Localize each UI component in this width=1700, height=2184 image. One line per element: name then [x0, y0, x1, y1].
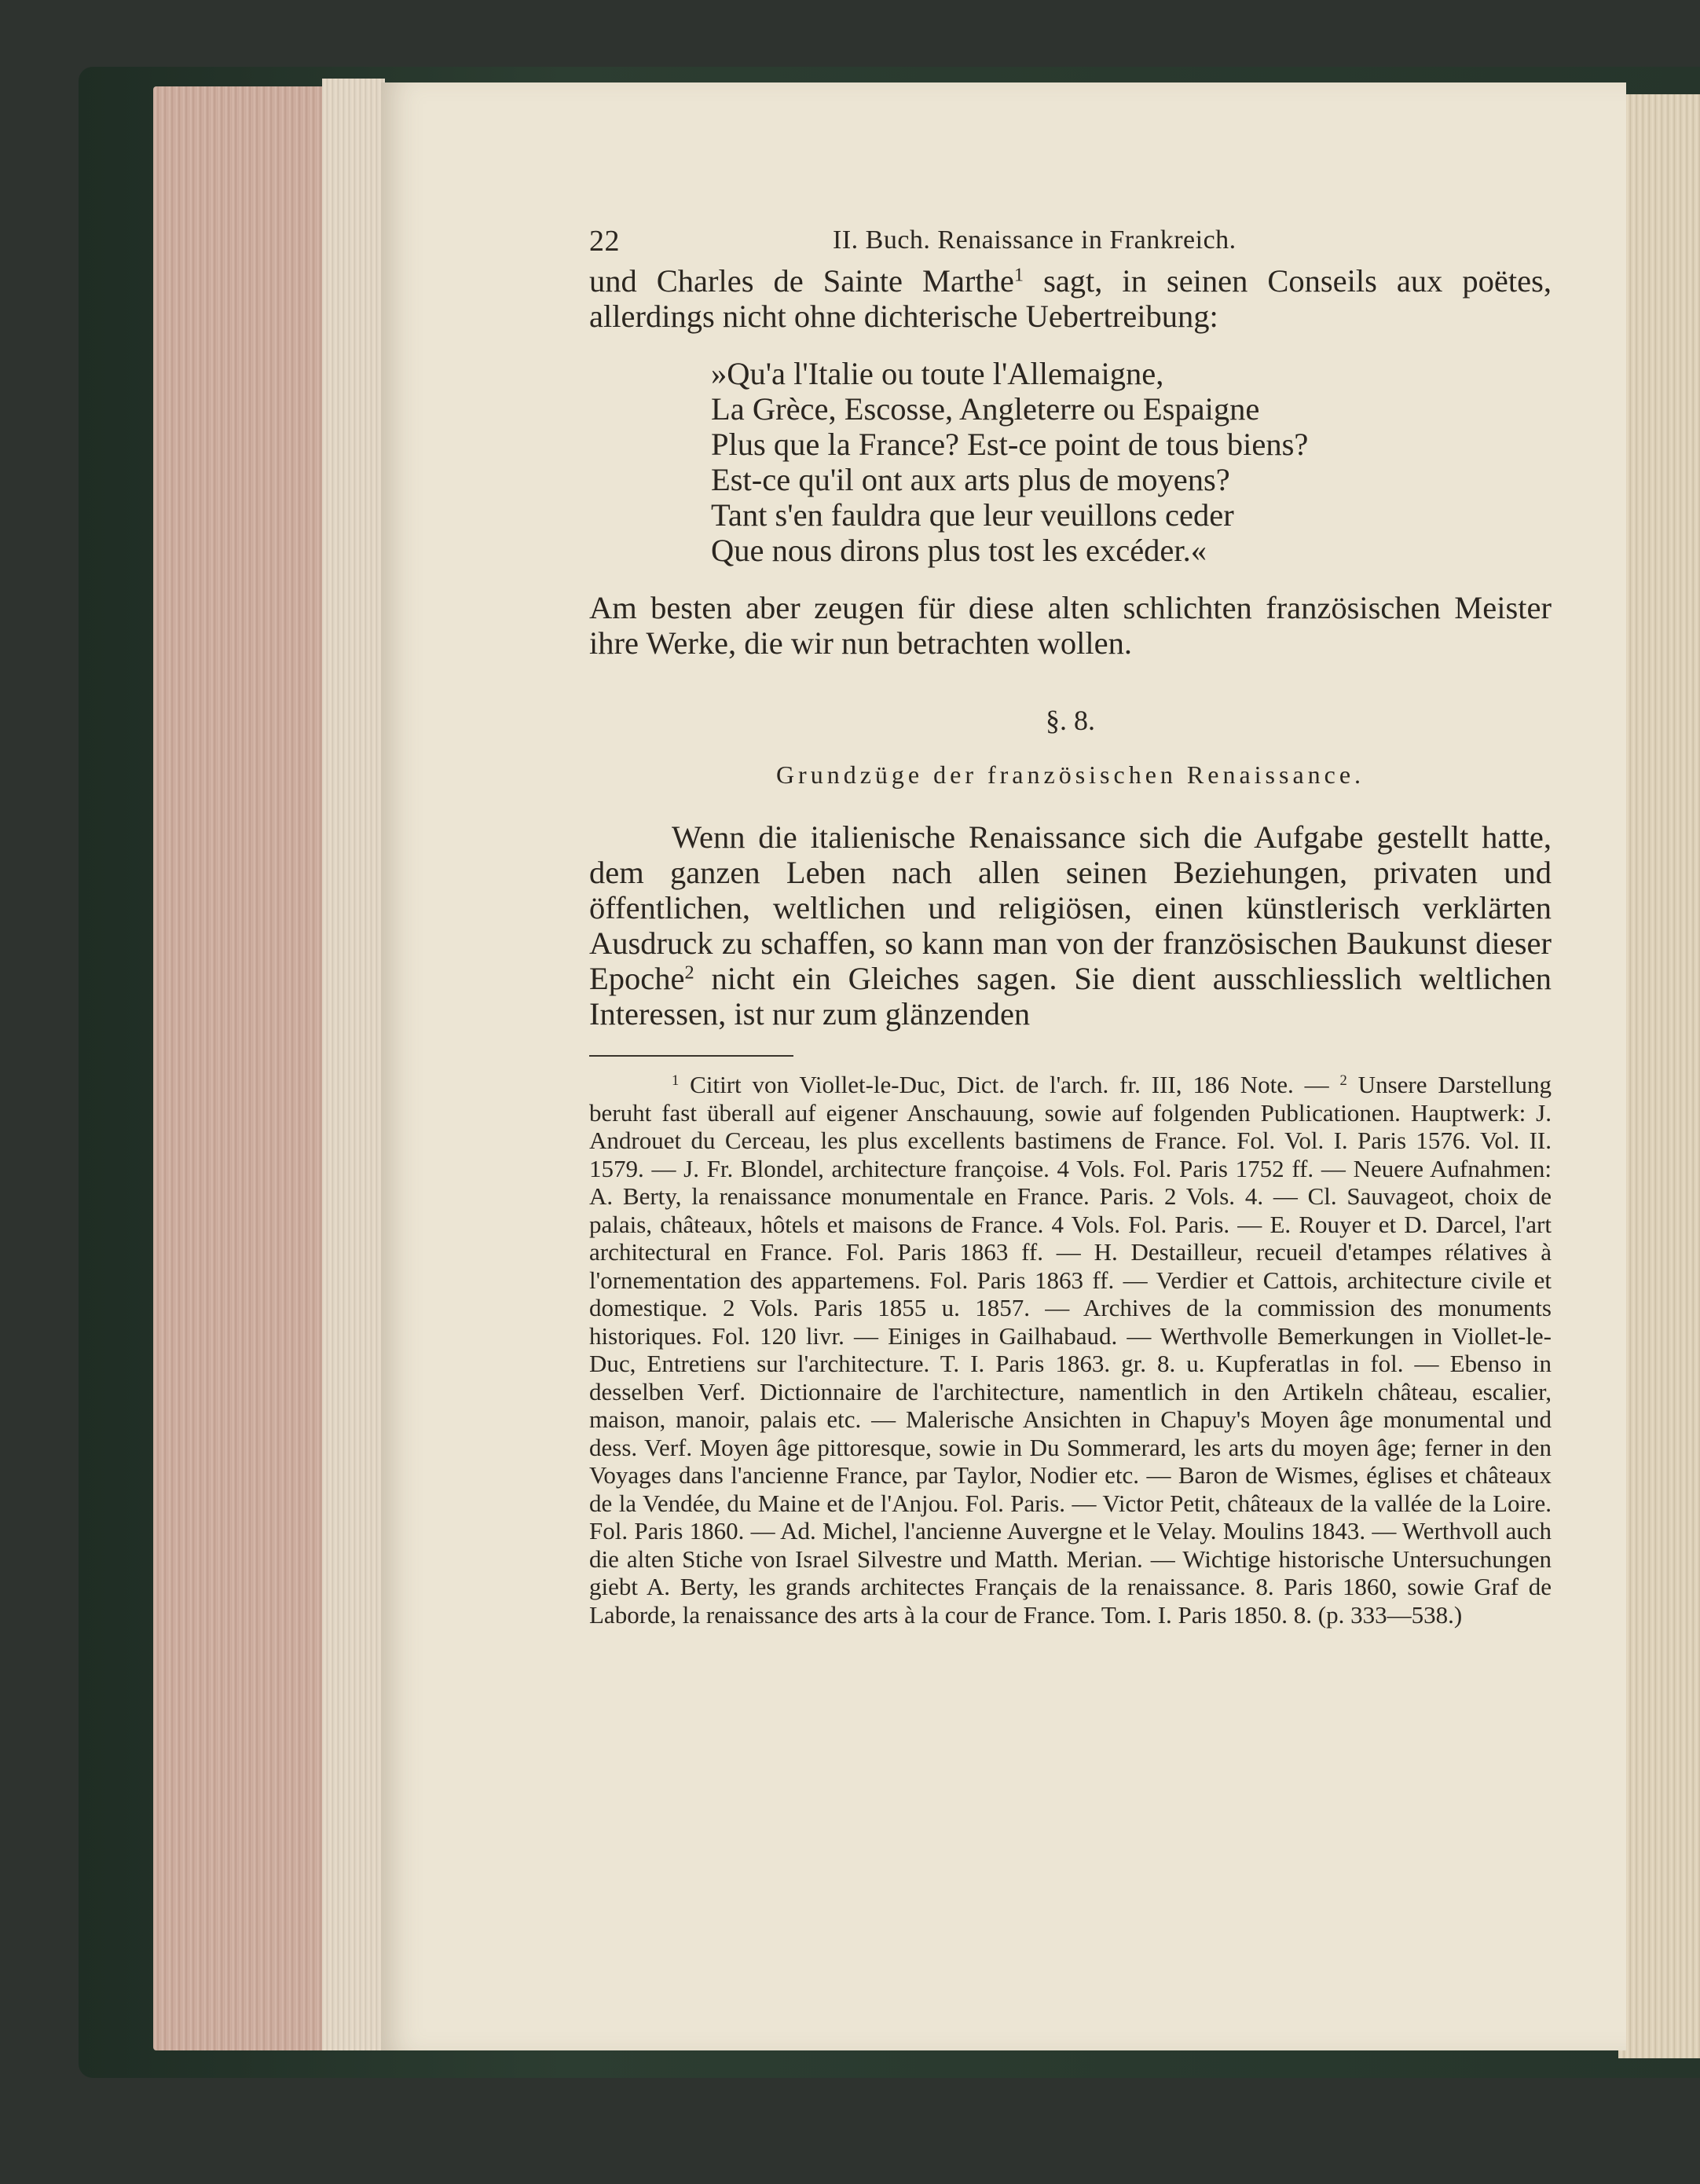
footnote-1-text: Citirt von Viollet-le-Duc, Dict. de l'arch. fr. III, 186 Note. —: [679, 1071, 1340, 1098]
main-paragraph: [589, 819, 1552, 1032]
poem-line: Plus que la France? Est-ce point de tous biens?: [711, 427, 1309, 462]
footnote-mark-2: 2: [1339, 1072, 1347, 1089]
running-head: [589, 224, 1552, 263]
page-content: [589, 224, 1552, 1629]
poem-quote: [711, 356, 1552, 568]
intro-paragraph: [589, 263, 1552, 334]
main-text-a: Wenn die italienische Renaissance sich die Aufgabe gestellt hatte, dem ganzen Leben nach allen seinen Beziehungen, privaten und öffentlichen, weltlichen und religiösen, einen künstlerisch verklärten Ausdruck zu schaffen, so kann man von der französischen Baukunst dieser Epoche: [589, 819, 1552, 996]
footnote-2-text: Unsere Darstellung beruht fast überall auf eigener Anschauung, sowie auf folgenden Publicationen. Hauptwerk: J. Androuet du Cerceau, les plus excellents bastimens de France. Fol. Vol. I. Paris 1576. Vol. II. 1579. — J. Fr. Blondel, architecture françoise. 4 Vols. Fol. Paris 1752 ff. — Neuere Aufnahmen: A. Berty, la renaissance monumentale en France. Paris. 2 Vols. 4. — Cl. Sauvageot, choix de palais, châteaux, hôtels et maisons de France. 4 Vols. Fol. Paris. — E. Rouyer et D. Darcel, l'art architectural en France. Fol. Paris 1863 ff. — H. Destailleur, recueil d'etampes rélatives à l'ornementation des appartemens. Fol. Paris 1863 ff. — Verdier et Cattois, architecture civile et domestique. 2 Vols. Paris 1855 u. 1857. — Archives de la commission des monuments historiques. Fol. 120 livr. — Einiges in Gailhabaud. — Werthvolle Bemerkungen in Viollet-le-Duc, Entretiens sur l'architecture. T. I. Paris 1863. gr. 8. u. Kupferatlas in fol. — Ebenso in desselben Verf. Dictionnaire de l'architecture, namentlich in den Artikeln château, escalier, maison, manoir, palais etc. — Malerische Ansichten in Chapuy's Moyen âge monumental und dess. Verf. Moyen âge pittoresque, sowie in Du Sommerard, les arts du moyen âge; ferner in den Voyages dans l'ancienne France, par Taylor, Nodier etc. — Baron de Wismes, églises et châteaux de la Vendée, du Maine et de l'Anjou. Fol. Paris. — Victor Petit, châteaux de la vallée de la Loire. Fol. Paris 1860. — Ad. Michel, l'ancienne Auvergne et le Velay. Moulins 1843. — Werthvoll auch die alten Stiche von Israel Silvestre und Matth. Merian. — Wichtige historische Untersuchungen giebt A. Berty, les grands architectes Français de la renaissance. 8. Paris 1860, sowie Graf de Laborde, la renaissance des arts à la cour de France. Tom. I. Paris 1850. 8. (p. 333—538.): [589, 1071, 1552, 1629]
section-number: §. 8.: [1046, 705, 1095, 736]
poem-line: »Qu'a l'Italie ou toute l'Allemaigne,: [711, 356, 1164, 391]
facing-page-edges: [1618, 94, 1700, 2058]
poem-line: Est-ce qu'il ont aux arts plus de moyens?: [711, 462, 1230, 497]
page-edges-inner: [322, 79, 385, 2050]
footnotes: [589, 1071, 1552, 1629]
footnote-mark-1: 1: [672, 1072, 680, 1089]
intro-text-b: sagt, in seinen Conseils aux poëtes, allerdings nicht ohne dichterische Uebertreibung:: [589, 263, 1552, 334]
poem-line: Que nous dirons plus tost les excéder.«: [711, 533, 1207, 568]
closing-paragraph: Am besten aber zeugen für diese alten schlichten französischen Meister ihre Werke, die wir nun betrachten wollen.: [589, 590, 1552, 661]
poem-line: Tant s'en fauldra que leur veuillons ceder: [711, 497, 1234, 533]
page-number: 22: [589, 225, 620, 258]
poem-line: La Grèce, Escosse, Angleterre ou Espaigne: [711, 391, 1260, 427]
footnote-rule: [589, 1055, 793, 1057]
running-title: II. Buch. Renaissance in Frankreich.: [833, 225, 1237, 255]
footnote-ref-2: 2: [684, 962, 694, 984]
footnote-ref-1: 1: [1013, 264, 1024, 286]
main-text-b: nicht ein Gleiches sagen. Sie dient ausschliesslich weltlichen Interessen, ist nur zum glänzenden: [589, 961, 1552, 1032]
section-title: Grundzüge der französischen Renaissance.: [775, 760, 1365, 789]
intro-text-a: und Charles de Sainte Marthe: [589, 263, 1014, 299]
